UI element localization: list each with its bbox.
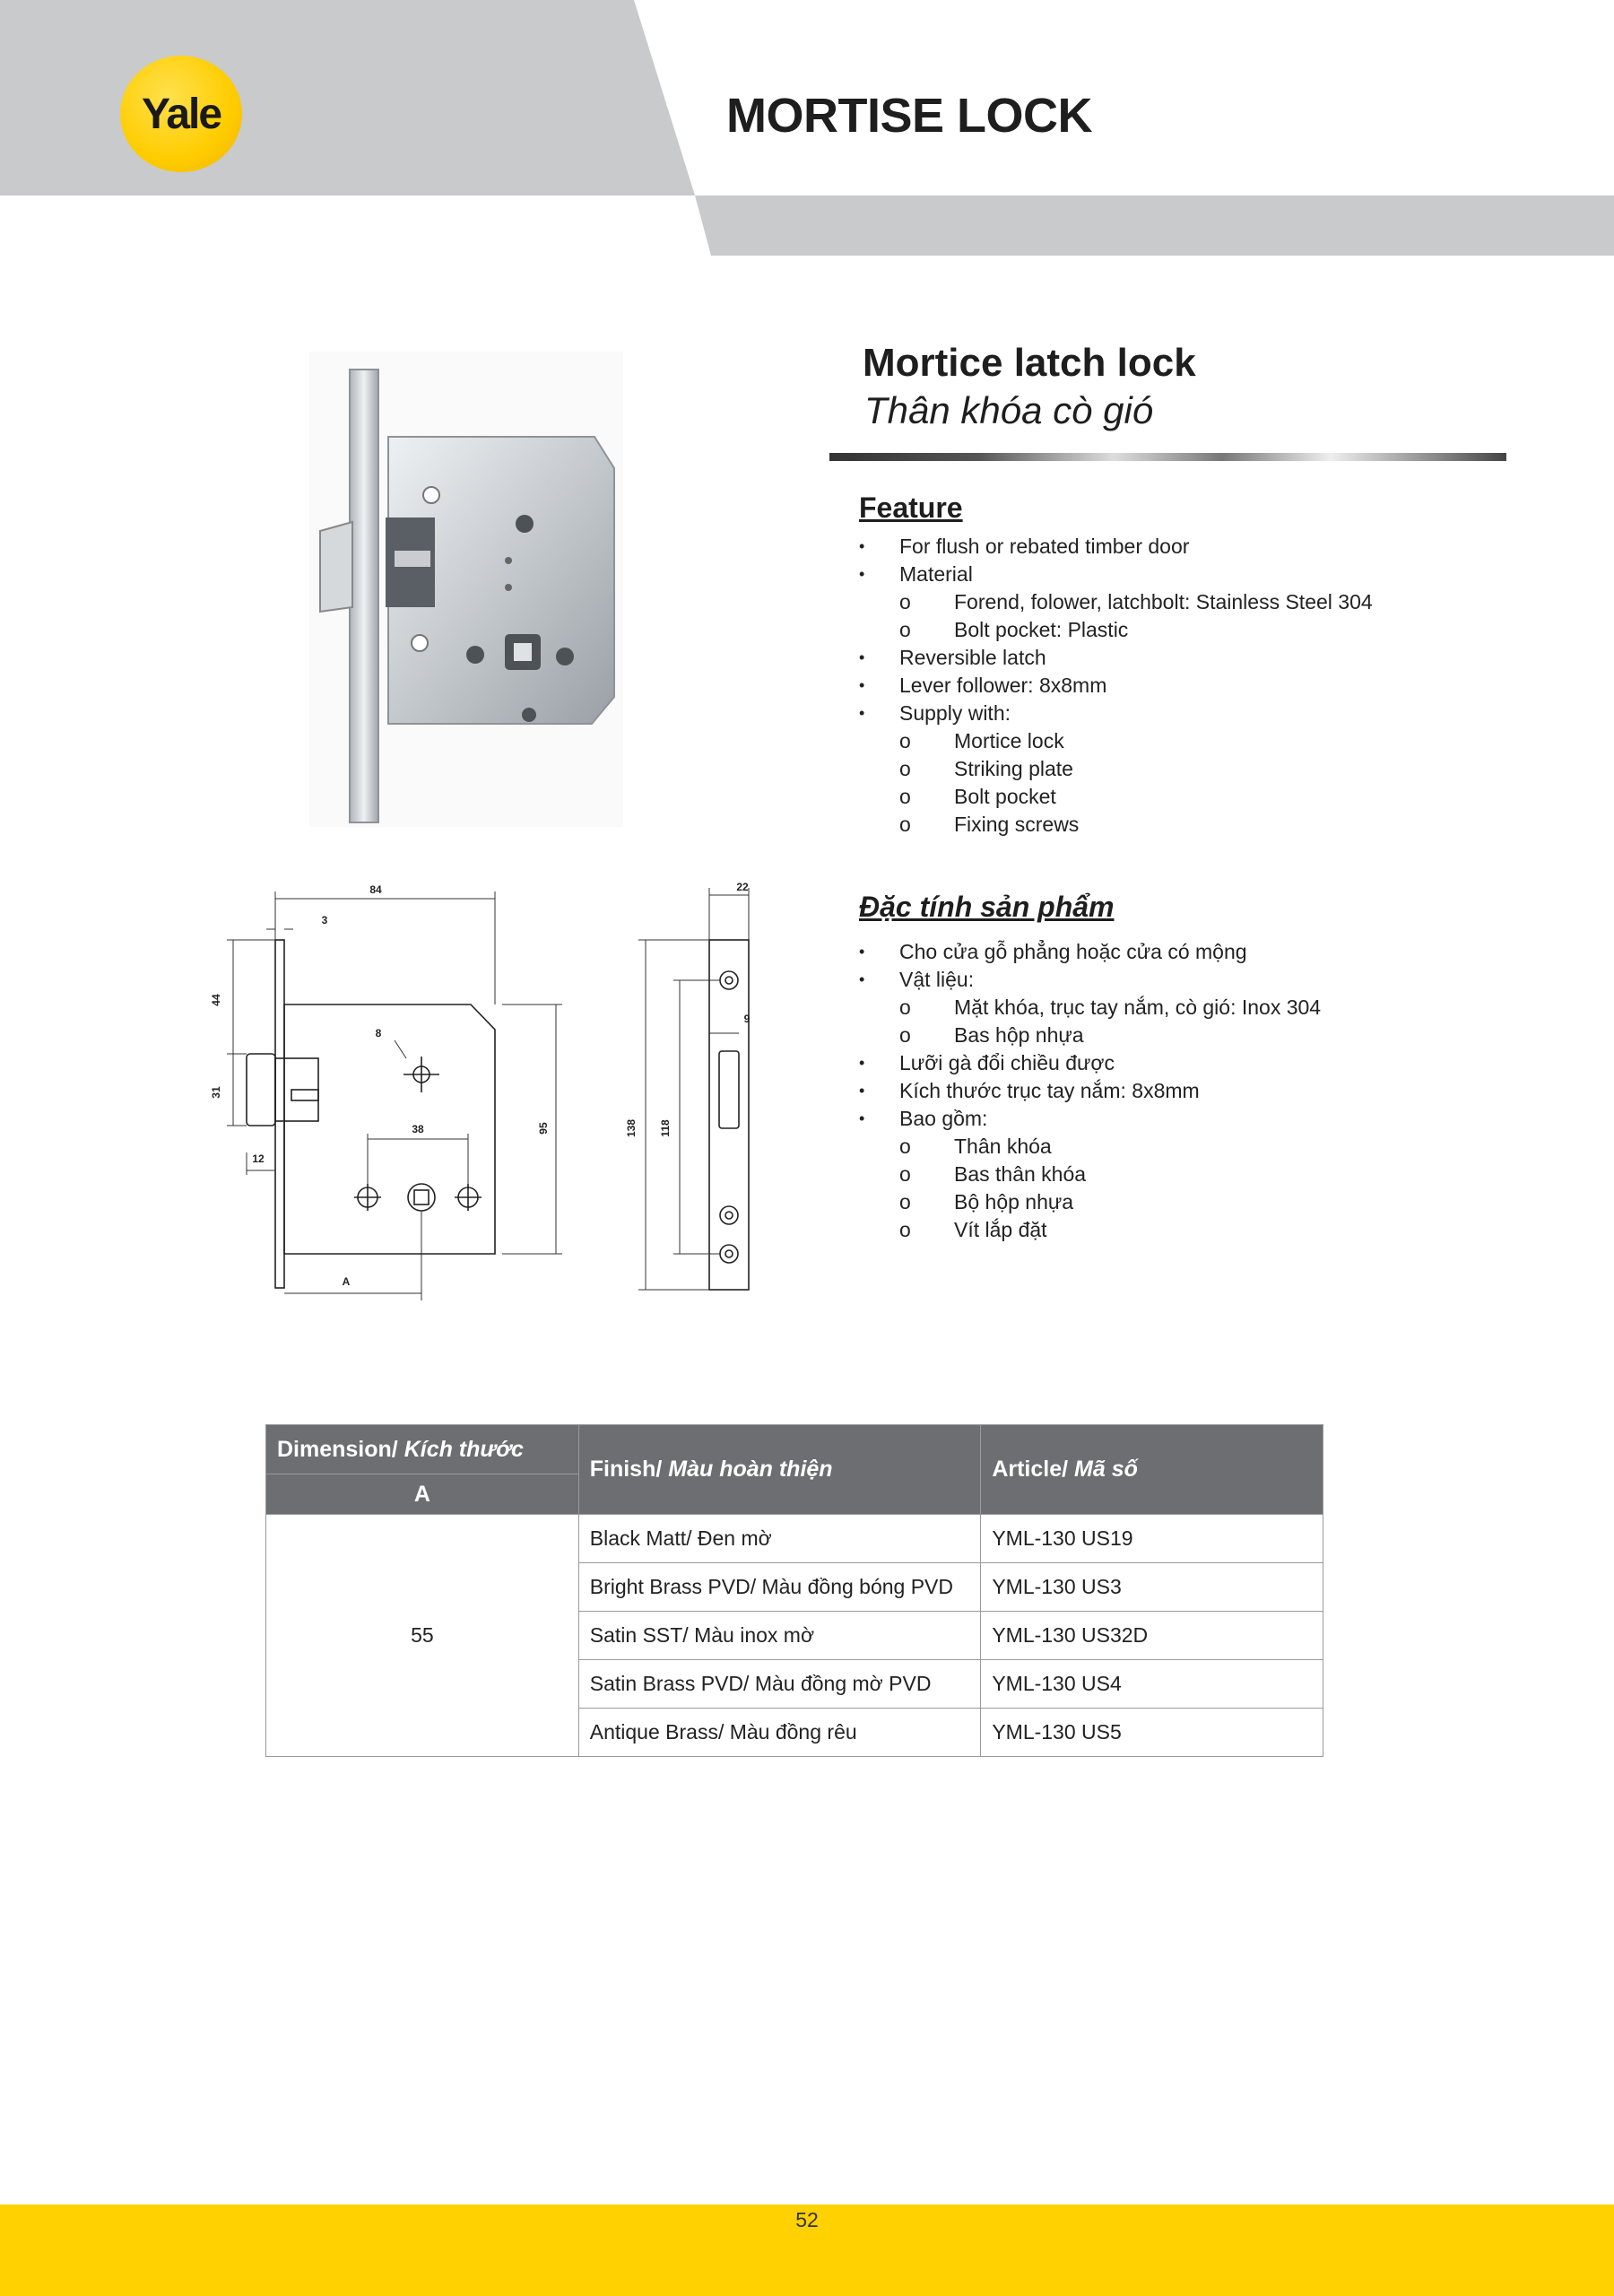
finish-cell: Antique Brass/ Màu đồng rêu [578,1709,981,1757]
list-item: • Lưỡi gà đổi chiều được [859,1049,1321,1077]
technical-drawing [202,879,794,1318]
dim-44: 44 [210,994,222,1006]
finish-cell: Black Matt/ Đen mờ [578,1515,981,1563]
list-item: • Supply with: [859,700,1373,727]
sub-list-item: o Striking plate [859,755,1373,783]
article-cell: YML-130 US4 [981,1660,1323,1709]
feature-heading: Feature [859,491,963,524]
sub-list-item: o Fixing screws [859,811,1373,839]
finish-cell: Satin SST/ Màu inox mờ [578,1612,981,1660]
article-cell: YML-130 US5 [981,1709,1323,1757]
dimension-cell: 55 [266,1515,579,1757]
page-header [0,0,1614,256]
sub-list-item: o Vít lắp đặt [859,1216,1321,1244]
dim-38: 38 [412,1123,424,1135]
table-row [266,1515,1323,1563]
dac-tinh-heading: Đặc tính sản phẩm [859,891,1115,923]
dim-118: 118 [659,1119,672,1137]
finish-cell: Bright Brass PVD/ Màu đồng bóng PVD [578,1563,981,1612]
product-photo [309,352,623,827]
sub-list-item: o Bolt pocket [859,783,1373,811]
list-item: • Bao gồm: [859,1105,1321,1133]
logo-text: Yale [141,90,221,138]
yale-logo [120,56,242,172]
list-item: • Material [859,561,1373,588]
list-item: • Vật liệu: [859,966,1321,994]
article-cell: YML-130 US19 [981,1515,1323,1563]
dim-8: 8 [375,1027,382,1039]
sub-list-item: o Mặt khóa, trục tay nắm, cò gió: Inox 304 [859,994,1321,1022]
dim-a: A [342,1275,351,1288]
page-title: MORTISE LOCK [726,89,1092,143]
dim-3: 3 [321,914,328,926]
dac-tinh-list [859,938,1321,1244]
product-title: Mortice latch lock [863,341,1196,385]
header-finish: Finish/ Màu hoàn thiện [578,1425,981,1515]
sub-list-item: o Mortice lock [859,727,1373,755]
list-item: • For flush or rebated timber door [859,533,1373,561]
header-dimension: Dimension/ Kích thước [266,1425,579,1474]
sub-list-item: o Bộ hộp nhựa [859,1188,1321,1216]
product-subtitle: Thân khóa cò gió [864,389,1154,431]
dim-31: 31 [210,1086,222,1099]
sub-list-item: o Forend, folower, latchbolt: Stainless Steel 304 [859,588,1373,616]
sub-list-item: o Bas thân khóa [859,1161,1321,1188]
spec-table [265,1424,1323,1757]
list-item: • Lever follower: 8x8mm [859,672,1373,700]
spec-table-body [266,1515,1323,1757]
article-cell: YML-130 US32D [981,1612,1323,1660]
dim-95: 95 [537,1122,550,1135]
header-article: Article/ Mã số [981,1425,1323,1515]
gradient-divider [829,453,1506,461]
sub-list-item: o Thân khóa [859,1133,1321,1161]
list-item: • Cho cửa gỗ phẳng hoặc cửa có mộng [859,938,1321,966]
dim-9: 9 [743,1013,751,1025]
dim-138: 138 [625,1118,638,1138]
list-item: • Reversible latch [859,644,1373,672]
feature-list [859,533,1373,839]
list-item: • Kích thước trục tay nắm: 8x8mm [859,1077,1321,1105]
sub-list-item: o Bolt pocket: Plastic [859,616,1373,644]
header-dimension-a: A [266,1474,579,1515]
page-number: 52 [795,2208,819,2231]
dim-22: 22 [736,881,749,893]
article-cell: YML-130 US3 [981,1563,1323,1612]
finish-cell: Satin Brass PVD/ Màu đồng mờ PVD [578,1660,981,1709]
sub-list-item: o Bas hộp nhựa [859,1022,1321,1049]
dim-84: 84 [369,883,382,896]
dim-12: 12 [252,1152,265,1165]
